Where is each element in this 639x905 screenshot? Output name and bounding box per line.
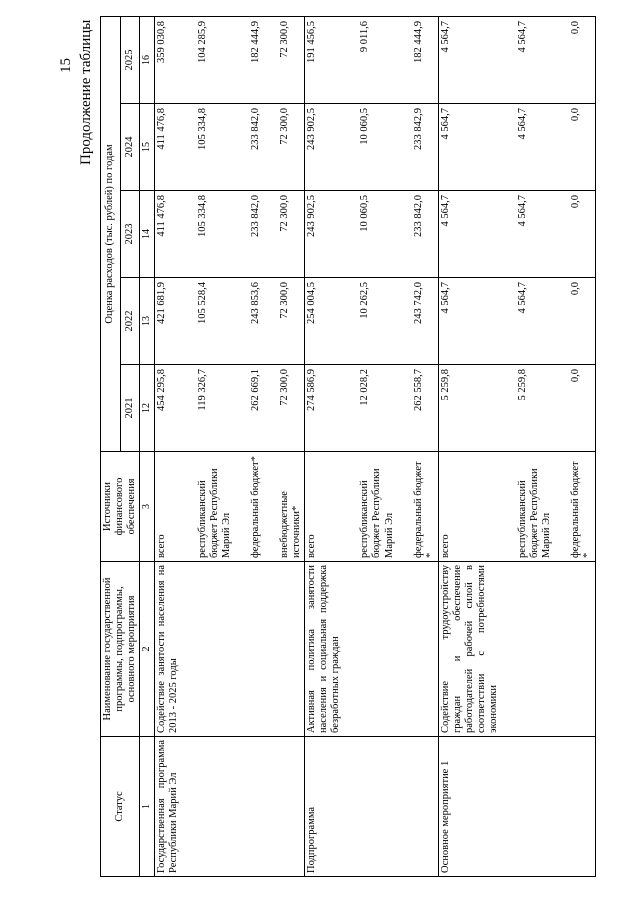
value-cell: 0,0 (554, 365, 596, 452)
status-cell (234, 737, 263, 877)
source-cell: федеральный бюджет* (234, 452, 263, 562)
header-status: Статус (101, 737, 140, 877)
source-cell: всего (305, 452, 344, 562)
value-cell: 262 558,7 (397, 365, 439, 452)
header-sources: Источники финансового обеспечения (101, 452, 140, 562)
value-cell: 9 011,6 (343, 17, 396, 104)
value-cell: 12 028,2 (343, 365, 396, 452)
value-cell: 4 564,7 (501, 191, 554, 278)
page-number: 15 (58, 58, 74, 73)
value-cell: 359 030,8 (154, 17, 181, 104)
name-cell (501, 562, 554, 737)
header-year: 2022 (120, 278, 140, 365)
column-number: 2 (140, 562, 155, 737)
status-cell (554, 737, 596, 877)
continuation-label: Продолжение таблицы (78, 19, 94, 165)
source-cell: всего (438, 452, 501, 562)
column-number: 1 (140, 737, 155, 877)
table-row (263, 17, 305, 877)
source-cell: федеральный бюджет * (397, 452, 439, 562)
value-cell: 5 259,8 (501, 365, 554, 452)
value-cell: 454 295,8 (154, 365, 181, 452)
status-cell (181, 737, 234, 877)
header-year: 2021 (120, 365, 140, 452)
table-row (181, 17, 234, 877)
header-year: 2024 (120, 104, 140, 191)
table-row (154, 17, 181, 877)
column-number: 12 (140, 365, 155, 452)
expenses-table (100, 16, 596, 877)
source-cell: республиканский бюджет Республики Марий Эл (343, 452, 396, 562)
header-estimate: Оценка расходов (тыс. рублей) по годам (101, 17, 121, 452)
column-number: 3 (140, 452, 155, 562)
value-cell: 182 444,9 (234, 17, 263, 104)
value-cell: 0,0 (554, 278, 596, 365)
value-cell: 105 334,8 (181, 191, 234, 278)
value-cell: 411 476,8 (154, 191, 181, 278)
table-row (305, 17, 344, 877)
value-cell: 119 326,7 (181, 365, 234, 452)
value-cell: 274 586,9 (305, 365, 344, 452)
value-cell: 4 564,7 (438, 104, 501, 191)
name-cell (263, 562, 305, 737)
table-row (501, 17, 554, 877)
column-number: 14 (140, 191, 155, 278)
value-cell: 4 564,7 (501, 278, 554, 365)
value-cell: 72 300,0 (263, 104, 305, 191)
value-cell: 72 300,0 (263, 365, 305, 452)
source-cell: всего (154, 452, 181, 562)
value-cell: 243 853,6 (234, 278, 263, 365)
value-cell: 243 902,5 (305, 191, 344, 278)
name-cell (554, 562, 596, 737)
value-cell: 105 528,4 (181, 278, 234, 365)
status-cell (263, 737, 305, 877)
value-cell: 72 300,0 (263, 17, 305, 104)
status-cell: Подпрограмма (305, 737, 344, 877)
value-cell: 243 742,0 (397, 278, 439, 365)
value-cell: 4 564,7 (438, 17, 501, 104)
table-row (554, 17, 596, 877)
value-cell: 104 285,9 (181, 17, 234, 104)
table-row (234, 17, 263, 877)
status-cell: Государственная программа Республики Марий Эл (154, 737, 181, 877)
name-cell: Активная политика занятости населения и социальная поддержка безработных граждан (305, 562, 344, 737)
value-cell: 0,0 (554, 191, 596, 278)
value-cell: 72 300,0 (263, 278, 305, 365)
name-cell (181, 562, 234, 737)
value-cell: 421 681,9 (154, 278, 181, 365)
header-year: 2025 (120, 17, 140, 104)
value-cell: 105 334,8 (181, 104, 234, 191)
name-cell: Содействие занятости населения на 2013 - 2025 годы (154, 562, 181, 737)
value-cell: 254 004,5 (305, 278, 344, 365)
table-row (438, 17, 501, 877)
value-cell: 233 842,9 (397, 104, 439, 191)
value-cell: 191 456,5 (305, 17, 344, 104)
value-cell: 243 902,5 (305, 104, 344, 191)
source-cell: республиканский бюджет Республики Марий Эл (181, 452, 234, 562)
table-body (154, 17, 596, 877)
status-cell: Основное мероприятие 1 (438, 737, 501, 877)
value-cell: 10 060,5 (343, 104, 396, 191)
status-cell (397, 737, 439, 877)
value-cell: 233 842,0 (234, 104, 263, 191)
name-cell (234, 562, 263, 737)
source-cell: федеральный бюджет * (554, 452, 596, 562)
value-cell: 411 476,8 (154, 104, 181, 191)
table-row (397, 17, 439, 877)
value-cell: 233 842,0 (397, 191, 439, 278)
value-cell: 10 060,5 (343, 191, 396, 278)
value-cell: 4 564,7 (438, 191, 501, 278)
column-number: 13 (140, 278, 155, 365)
value-cell: 182 444,9 (397, 17, 439, 104)
column-number: 16 (140, 17, 155, 104)
value-cell: 4 564,7 (501, 104, 554, 191)
value-cell: 10 262,5 (343, 278, 396, 365)
name-cell: Содействие трудоустройству граждан и обеспечение работодателей рабочей силой в соответствии с потребностями экономики (438, 562, 501, 737)
source-cell: республиканский бюджет Республики Марий Эл (501, 452, 554, 562)
value-cell: 0,0 (554, 104, 596, 191)
status-cell (501, 737, 554, 877)
value-cell: 4 564,7 (501, 17, 554, 104)
name-cell (397, 562, 439, 737)
header-name: Наименование государственной программы, подпрограммы, основного мероприятия (101, 562, 140, 737)
status-cell (343, 737, 396, 877)
value-cell: 0,0 (554, 17, 596, 104)
value-cell: 262 669,1 (234, 365, 263, 452)
value-cell: 5 259,8 (438, 365, 501, 452)
source-cell: внебюджетные источники* (263, 452, 305, 562)
value-cell: 233 842,0 (234, 191, 263, 278)
value-cell: 72 300,0 (263, 191, 305, 278)
table-row (343, 17, 396, 877)
name-cell (343, 562, 396, 737)
header-year: 2023 (120, 191, 140, 278)
value-cell: 4 564,7 (438, 278, 501, 365)
column-number: 15 (140, 104, 155, 191)
